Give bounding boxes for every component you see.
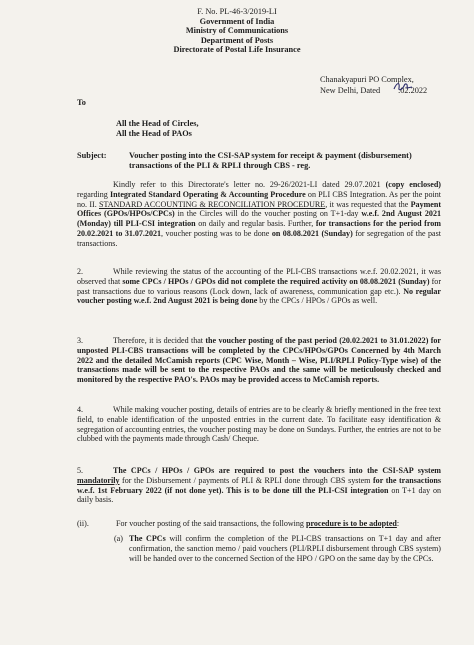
to-label: To xyxy=(77,98,86,107)
text: While making voucher posting, details of entries are to be clearly & briefly mentioned in the free text field, to enable identification of the unposted entries in the current date. To facilitate easy identification & segregation of accounting entries, the voucher posting may be done on Sundays. Further, the entries are not to be clubbed with the payments made through Cash/ Cheque. xyxy=(77,405,441,444)
text: Therefore, it is decided that xyxy=(113,336,206,345)
paragraph-3 xyxy=(77,336,441,385)
text: No regular voucher posting w.e.f. 2nd August 2021 is being done xyxy=(77,286,441,306)
text: : xyxy=(396,519,400,528)
text: Integrated Standard Operating & Accounting Procedure xyxy=(110,189,306,199)
text: , it was requested that the xyxy=(325,199,411,209)
recipient-line: All the Head of PAOs xyxy=(116,129,192,139)
text: on PLI CBS Integration. As per the point no. II. xyxy=(77,189,441,209)
text: The CPCs / HPOs / GPOs are required to post the vouchers into the CSI-SAP system xyxy=(113,466,441,475)
text: in the Circles will do the voucher posting on T+1-day xyxy=(174,209,362,219)
text: regarding xyxy=(77,189,111,199)
letterhead xyxy=(0,7,474,55)
text: Kindly refer to this Directorate's letter no. 29-26/2021-LI dated 29.07.2021 xyxy=(113,180,386,189)
text: Payment Offices (GPOs/HPOs/CPCs) xyxy=(77,199,442,219)
text: STANDARD ACCOUNTING & RECONCILIATION PROCEDURE xyxy=(99,199,326,209)
paragraph-4 xyxy=(77,405,441,444)
text: on daily and regular basis. Further, xyxy=(195,219,316,229)
text: for the Disbursement / payments of PLI & RPLI done through CBS system xyxy=(119,475,373,485)
paragraph-number: 4. xyxy=(77,405,84,414)
item-number: (ii). xyxy=(77,519,89,528)
text: the voucher posting of the past period (20.02.2021 to 31.01.2022) for unposted PLI-CBS transactions will be completed by the CPCs/HPOs/GPOs Concerned by 4th March 2022 and the detailed McCamish reports (CPC Wise, Month – Wise, PLI/RPLI Policy-Type wise) of the transactions made will be sent to the respective PAOs and the same will be meticulously checked and monitored by the respective PAO's. PAOs may be provided access to McCamish reports. xyxy=(77,336,441,385)
department-line: Department of Posts xyxy=(200,35,274,45)
handwritten-date-mark xyxy=(393,80,413,92)
sub-item-number: (a) xyxy=(114,534,123,543)
text: The CPCs xyxy=(129,534,166,543)
paragraph-number: 2. xyxy=(77,267,84,276)
text: by the CPCs / HPOs / GPOs as well. xyxy=(257,296,378,306)
paragraph-number: 3. xyxy=(77,336,84,345)
text: , voucher posting was to be done xyxy=(161,228,272,238)
text: on T+1 day on daily basis. xyxy=(77,485,441,505)
text: on 08.08.2021 (Sunday) xyxy=(271,228,353,238)
paragraph-5 xyxy=(77,466,441,505)
text: w.e.f. 2nd August 2021 (Monday) till PLI-CSI integration xyxy=(77,209,441,229)
text: For voucher posting of the said transactions, the following xyxy=(116,519,306,528)
ministry-line: Ministry of Communications xyxy=(185,26,289,36)
sub-item-text xyxy=(129,534,441,563)
text: will confirm the completion of the PLI-CBS transactions on T+1 day and after confirmation, the sanction memo / paid vouchers (PLI/RPLI disbursement through CBS system) will be handed over to the concerned Section of the HPO / GPO on the same day by the CPCs. xyxy=(129,534,441,563)
date-label: New Delhi, Dated xyxy=(320,85,381,95)
text: While reviewing the status of the accounting of the PLI-CBS transactions w.e.f. 20.02.2021, it was observed that xyxy=(77,267,441,286)
subject-text: Voucher posting into the CSI-SAP system for receipt & payment (disbursement) transactions of the PLI & RPLI through CBS - reg. xyxy=(129,151,412,170)
paragraph-1 xyxy=(77,180,441,249)
item-text xyxy=(116,519,441,529)
text: procedure is to be adopted xyxy=(305,519,397,528)
address-line: Chanakyapuri PO Complex, xyxy=(320,75,414,84)
text: some CPCs / HPOs / GPOs did not complete the required activity on 08.08.2021 (Sunday) xyxy=(122,276,430,286)
recipients xyxy=(116,119,199,140)
text: for the transactions w.e.f. 1st February 2022 (if not done yet). This is to be done till the PLI-CSI integration xyxy=(77,475,441,495)
directorate-line: Directorate of Postal Life Insurance xyxy=(173,45,301,55)
text: mandatorily xyxy=(77,475,120,485)
text: for past transactions due to various reasons (Lock down, lack of awareness, communication gap etc.). xyxy=(77,276,441,296)
file-number: F. No. PL-46-3/2019-LI xyxy=(197,7,277,16)
text: for segregation of the past transactions. xyxy=(77,228,441,248)
text: (copy enclosed) xyxy=(385,180,441,189)
recipient-line: All the Head of Circles, xyxy=(116,119,199,128)
subject-label: Subject: xyxy=(77,151,107,160)
paragraph-number: 5. xyxy=(77,466,84,475)
paragraph-2 xyxy=(77,267,441,306)
government-line: Government of India xyxy=(199,16,275,26)
date-tail: .02.2022 xyxy=(398,85,428,95)
text: for transactions for the period from 20.02.2021 to 31.07.2021 xyxy=(77,219,442,238)
